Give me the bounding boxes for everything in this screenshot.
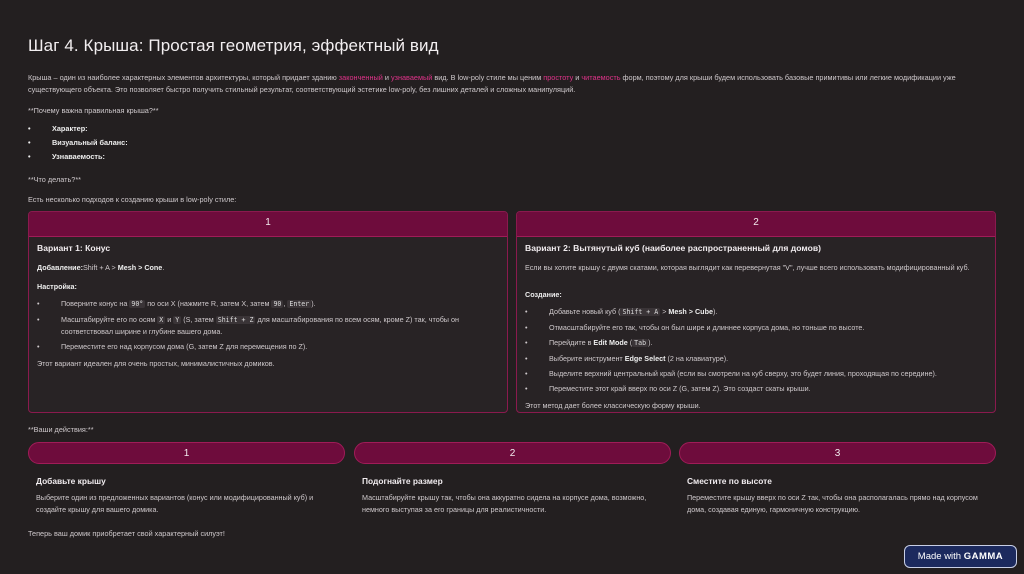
list-item-label: Характер: [52, 124, 88, 133]
made-with-gamma-badge[interactable] [904, 545, 1017, 568]
list-item [525, 337, 987, 349]
text: (2 на клавиатуре). [665, 354, 729, 363]
code: Tab [634, 339, 647, 347]
intro-text: и [382, 73, 391, 82]
bullet-icon: • [37, 315, 40, 324]
list-item [525, 306, 987, 318]
actions-heading: **Ваши действия:** [28, 425, 94, 434]
code: 90 [273, 300, 282, 308]
card-title: Вариант 1: Конус [37, 243, 111, 253]
code: Shift + Z [217, 316, 254, 324]
step-number: 2 [354, 442, 671, 464]
intro-text: Крыша – один из наиболее характерных элементов архитектуры, который придает зданию [28, 73, 339, 82]
bullet-icon: • [525, 384, 528, 393]
highlight-word: узнаваемый [390, 73, 433, 82]
bullet-icon: • [525, 354, 528, 363]
bullet-icon: • [525, 338, 528, 347]
highlight-word: простоту [543, 73, 574, 82]
bullet-icon: • [525, 323, 528, 332]
step-1 [28, 442, 345, 516]
tool-name: Edge Select [624, 354, 666, 363]
text: Переместите его над корпусом дома (G, затем Z для перемещения по Z). [61, 342, 308, 351]
page-title: Шаг 4. Крыша: Простая геометрия, эффектный вид [28, 36, 439, 55]
text: Перейдите в [549, 338, 594, 347]
badge-prefix: Made with [917, 551, 964, 562]
intro-paragraph [28, 72, 968, 96]
highlight-word: читаемость [581, 73, 621, 82]
menu-path: Mesh > Cube [668, 307, 713, 316]
add-line: Добавление:Shift + A > Mesh > Cone. [37, 263, 165, 272]
separator: > [109, 263, 118, 272]
settings-label: Настройка: [37, 282, 77, 291]
what-heading: **Что делать?** [28, 175, 81, 184]
step-2 [354, 442, 671, 516]
bullet-icon: • [28, 138, 31, 147]
list-item [525, 353, 987, 364]
text: > [660, 307, 669, 316]
card-title: Вариант 2: Вытянутый куб (наиболее распространенный для домов) [525, 243, 822, 253]
text: ). [712, 307, 718, 316]
text: ( [627, 338, 633, 347]
text: Добавьте новый куб ( [549, 307, 621, 316]
text: и [165, 315, 174, 324]
bullet-icon: • [28, 124, 31, 133]
intro-text: вид. В low-poly стиле мы ценим [432, 73, 544, 82]
text: Выделите верхний центральный край (если вы смотрели на куб сверху, это будет линия, проходящая по середине). [549, 369, 937, 378]
card-number: 2 [517, 212, 995, 237]
text: Масштабируйте его по осям [61, 315, 158, 324]
list-item-label: Узнаваемость: [52, 152, 105, 161]
step-text: Переместите крышу вверх по оси Z так, чтобы она располагалась прямо над корпусом дома, создавая единую, гармоничную конструкцию. [687, 493, 978, 514]
text: по оси X (нажмите R, затем X, затем [145, 299, 272, 308]
menu-path: Mesh > Cone [117, 263, 163, 272]
step-text: Масштабируйте крышу так, чтобы она аккуратно сидела на корпусе дома, возможно, немного выступая за его границы для реалистичности. [362, 493, 647, 514]
step-number: 3 [679, 442, 996, 464]
step-title: Добавьте крышу [36, 476, 106, 486]
text: , [283, 299, 288, 308]
bullet-icon: • [525, 369, 528, 378]
add-label: Добавление: [37, 263, 83, 272]
intro-text: и [573, 73, 582, 82]
bullet-icon: • [525, 307, 528, 316]
text: Отмасштабируйте его так, чтобы он был шире и длиннее корпуса дома, но тоньше по высоте. [549, 323, 865, 332]
card-number: 1 [29, 212, 507, 237]
list-item-label: Визуальный баланс: [52, 138, 128, 147]
approaches-text: Есть несколько подходов к созданию крыши в low-poly стиле: [28, 195, 237, 204]
text: Выберите инструмент [549, 354, 625, 363]
intro-text: форм, поэтому для крыши будем использовать базовые примитивы или легкие модификации уже существующего объекта. Это позволяет быстро получить стильный результат, соответствующий эстетике low-poly, без лишних деталей и сложных манипуляций. [28, 73, 956, 94]
list-item [37, 314, 499, 337]
text: ). [648, 338, 653, 347]
code: Shift + A [622, 308, 659, 316]
list-item [37, 341, 499, 352]
list-item [525, 368, 987, 379]
step-title: Сместите по высоте [687, 476, 772, 486]
step-text: Выберите один из предложенных вариантов (конус или модифицированный куб) и создайте крышу для вашего домика. [36, 493, 314, 514]
highlight-word: законченный [338, 73, 383, 82]
bullet-icon: • [28, 152, 31, 161]
card-intro: Если вы хотите крышу с двумя скатами, которая выглядит как перевернутая "V", лучше всего использовать модифицированный куб. [525, 263, 970, 272]
bullet-icon: • [37, 299, 40, 308]
text: (S, затем [181, 315, 216, 324]
code: 90° [131, 300, 144, 308]
create-label: Создание: [525, 290, 562, 299]
text: для масштабирования по всем осям, кроме Z) так, чтобы он соответствовал ширине и глубине вашего дома. [61, 315, 459, 336]
list-item [525, 383, 987, 394]
text: Поверните конус на [61, 299, 130, 308]
code: X [159, 316, 164, 324]
step-3 [679, 442, 996, 516]
closing-text: Теперь ваш домик приобретает свой характерный силуэт! [28, 529, 225, 538]
variant-2-card [516, 211, 996, 413]
card-footer: Этот вариант идеален для очень простых, минималистичных домиков. [37, 359, 275, 368]
card-footer: Этот метод дает более классическую форму крыши. [525, 401, 701, 410]
code: Y [175, 316, 180, 324]
variant-1-card [28, 211, 508, 413]
shortcut: Shift + A [82, 263, 110, 272]
step-number: 1 [28, 442, 345, 464]
text: ). [311, 299, 316, 308]
code: Enter [289, 300, 310, 308]
step-title: Подогнайте размер [362, 476, 443, 486]
list-item [525, 322, 987, 333]
text: Переместите этот край вверх по оси Z (G, затем Z). Это создаст скаты крыши. [549, 384, 811, 393]
gamma-logo: GAMMA [963, 551, 1004, 562]
mode-name: Edit Mode [593, 338, 628, 347]
bullet-icon: • [37, 342, 40, 351]
why-heading: **Почему важна правильная крыша?** [28, 106, 159, 115]
list-item [37, 298, 499, 310]
